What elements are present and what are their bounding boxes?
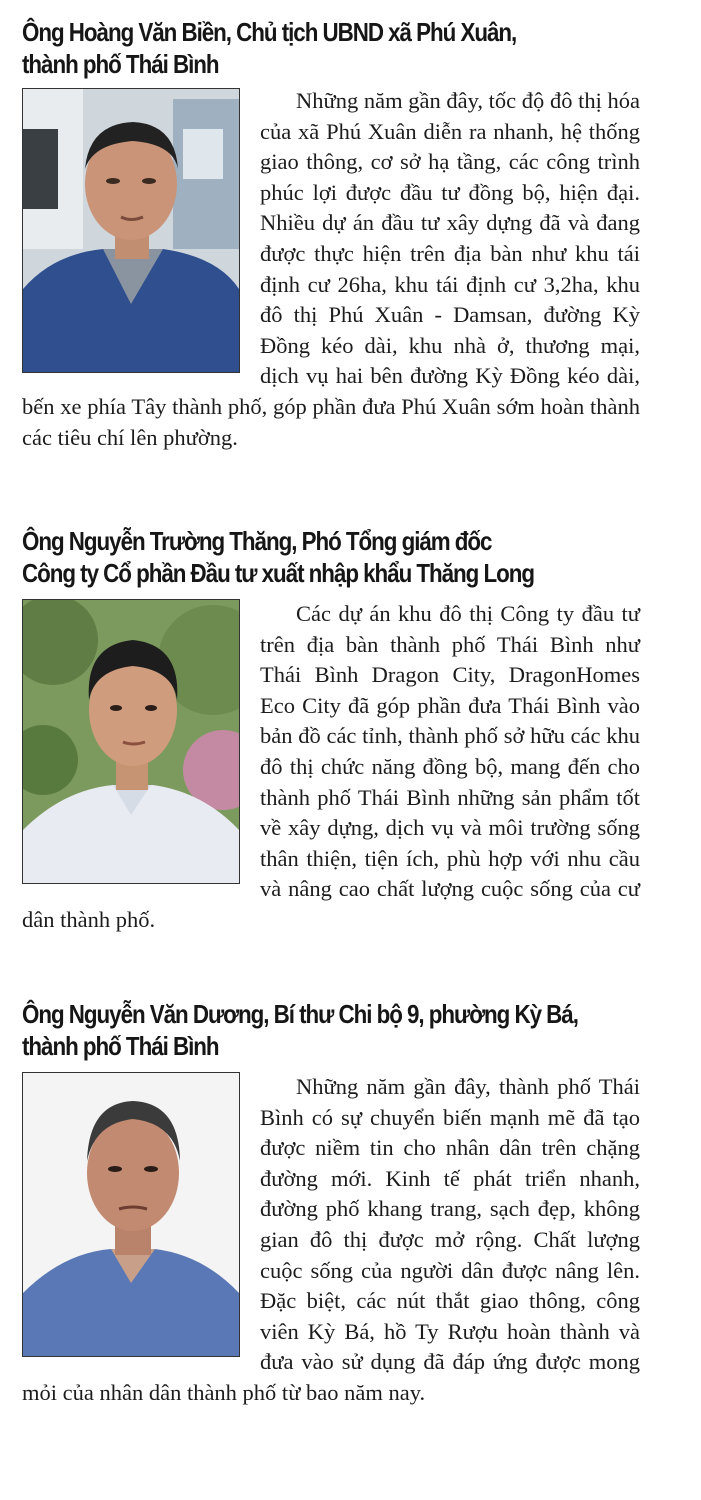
portrait-photo-3 xyxy=(22,1072,240,1357)
article-3-heading xyxy=(22,998,639,1062)
article-2-heading-line-2: Công ty Cổ phần Đầu tư xuất nhập khẩu Thăng Long xyxy=(22,558,534,588)
article-1 xyxy=(22,16,640,453)
article-2-body: Các dự án khu đô thị Công ty đầu tư trên địa bàn thành phố Thái Bình như Thái Bình Dragon City, DragonHomes Eco City đã góp phần đưa Thái Bình vào bản đồ các tỉnh, thành phố sở hữu các khu đô thị chức năng đồng bộ, mang đến cho thành phố Thái Bình những sản phẩm tốt về xây dựng, dịch vụ và môi trường sống thân thiện, tiện ích, phù hợp với nhu cầu và nâng cao chất lượng cuộc sống của cư dân thành phố. xyxy=(22,601,640,932)
article-3 xyxy=(22,998,640,1409)
article-3-heading-line-2: thành phố Thái Bình xyxy=(22,1031,219,1061)
article-1-body: Những năm gần đây, tốc độ đô thị hóa của xã Phú Xuân diễn ra nhanh, hệ thống giao thông, cơ sở hạ tầng, các công trình phúc lợi được đầu tư đồng bộ, hiện đại. Nhiều dự án đầu tư xây dựng đã và đang được thực hiện trên địa bàn như khu tái định cư 26ha, khu tái định cư 3,2ha, khu đô thị Phú Xuân - Damsan, đường Kỳ Đồng kéo dài, khu nhà ở, thương mại, dịch vụ hai bên đường Kỳ Đồng kéo dài, bến xe phía Tây thành phố, góp phần đưa Phú Xuân sớm hoàn thành các tiêu chí lên phường. xyxy=(22,88,640,450)
article-1-heading-line-1: Ông Hoàng Văn Biền, Chủ tịch UBND xã Phú Xuân, xyxy=(22,17,517,47)
article-3-heading-line-1: Ông Nguyễn Văn Dương, Bí thư Chi bộ 9, phường Kỳ Bá, xyxy=(22,999,578,1029)
portrait-photo-1 xyxy=(22,88,240,373)
article-2-heading xyxy=(22,525,639,589)
article-3-body: Những năm gần đây, thành phố Thái Bình có sự chuyển biến mạnh mẽ đã tạo được niềm tin cho nhân dân trên chặng đường mới. Kinh tế phát triển nhanh, đường phố khang trang, sạch đẹp, không gian đô thị được mở rộng. Chất lượng cuộc sống của người dân được nâng lên. Đặc biệt, các nút thắt giao thông, công viên Kỳ Bá, hồ Ty Rượu hoàn thành và đưa vào sử dụng đã đáp ứng được mong mỏi của nhân dân thành phố từ bao năm nay. xyxy=(22,1074,640,1405)
article-1-heading-line-2: thành phố Thái Bình xyxy=(22,49,219,79)
article-2-heading-line-1: Ông Nguyễn Trường Thăng, Phó Tổng giám đốc xyxy=(22,526,492,556)
article-2 xyxy=(22,525,640,936)
article-1-heading xyxy=(22,16,639,80)
portrait-photo-2 xyxy=(22,599,240,884)
